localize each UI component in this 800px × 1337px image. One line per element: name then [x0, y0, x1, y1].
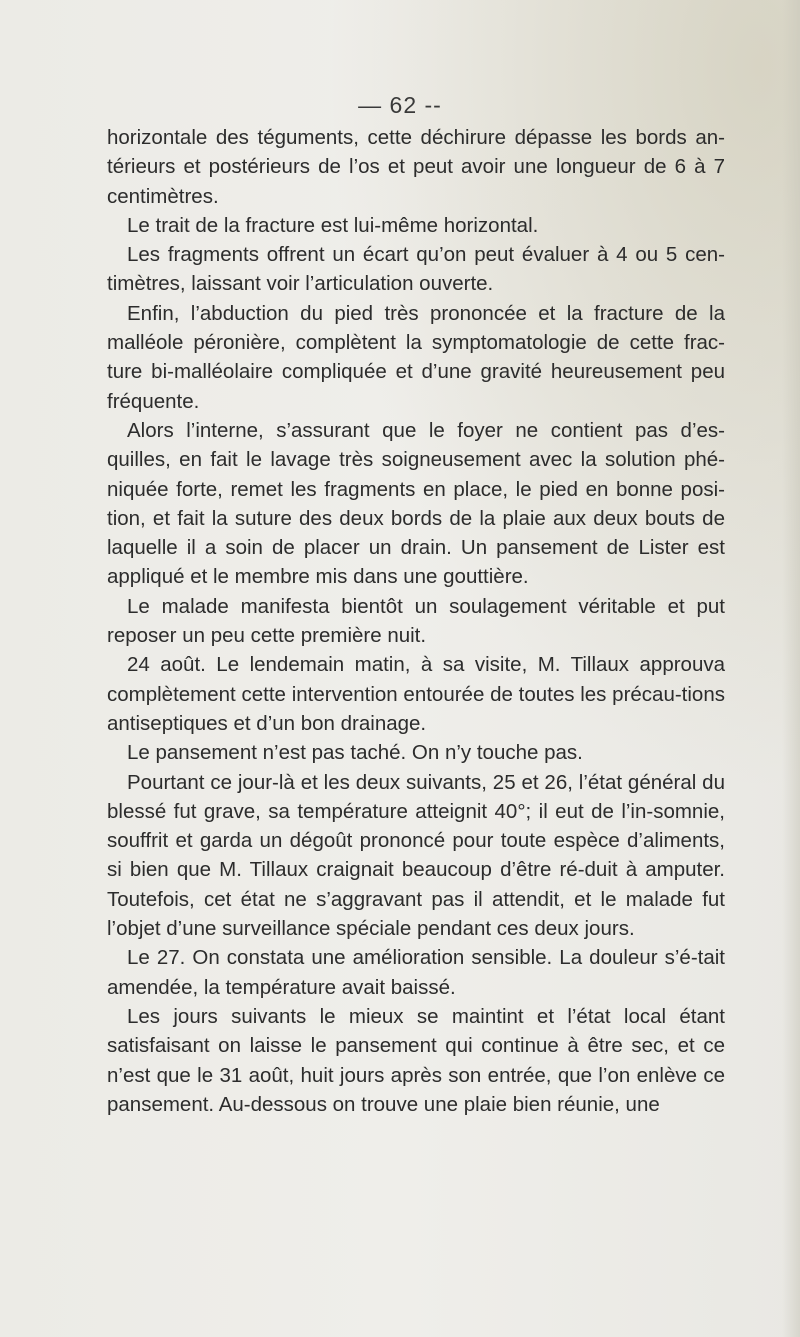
paragraph: Le trait de la fracture est lui-même horizontal. — [127, 213, 539, 237]
paragraph: Pourtant ce jour-là et les deux suivants, 25 et 26, l’état général du blessé fut grave, sa température atteignit 40°; il eut de l’in-somnie, souffrit et garda un dégoût prononcé pour toute espèce d’aliments, si bien que M. Tillaux craignait beaucoup d’être ré-duit à amputer. Toutefois, cet état ne s’aggravant pas il attendit, et le malade fut l’objet d’une surveillance spéciale pendant ces deux jours. — [107, 770, 725, 941]
paragraph: Alors l’interne, s’assurant que le foyer ne contient pas d’es-quilles, en fait le lavage très soigneusement avec la solution phé-niquée forte, remet les fragments en place, le pied en bonne posi-tion, et fait la suture des deux bords de la plaie aux deux bouts de laquelle il a soin de placer un drain. Un pansement de Lister est appliqué et le membre mis dans une gouttière. — [107, 418, 725, 589]
page-edge-shadow — [782, 0, 800, 1337]
paragraph: 24 août. Le lendemain matin, à sa visite, M. Tillaux approuva complètement cette intervention entourée de toutes les précau-tions antiseptiques et d’un bon drainage. — [107, 653, 725, 735]
paragraph: horizontale des téguments, cette déchirure dépasse les bords an-térieurs et postérieurs de l’os et peut avoir une longueur de 6 à 7 centimètres. — [107, 126, 725, 208]
paragraph: Enfin, l’abduction du pied très prononcée et la fracture de la malléole péronière, complètent la symptomatologie de cette frac-ture bi-malléolaire compliquée et d’une gravité heureusement peu fréquente. — [107, 301, 725, 413]
paragraph: Les jours suivants le mieux se maintint et l’état local étant satisfaisant on laisse le pansement qui continue à être sec, et ce n’est que le 31 août, huit jours après son entrée, que l’on enlève ce pansement. Au-dessous on trouve une plaie bien réunie, une — [107, 1004, 725, 1116]
paragraph: Les fragments offrent un écart qu’on peut évaluer à 4 ou 5 cen-timètres, laissant voir l’articulation ouverte. — [107, 243, 725, 296]
paragraph: Le malade manifesta bientôt un soulagement véritable et put reposer un peu cette première nuit. — [107, 594, 725, 648]
paragraph: Le pansement n’est pas taché. On n’y touche pas. — [127, 741, 583, 765]
page-number: — 62 -- — [358, 92, 442, 118]
paragraph: Le 27. On constata une amélioration sensible. La douleur s’é-tait amendée, la température avait baissé. — [107, 946, 725, 999]
body-text — [107, 123, 725, 1119]
